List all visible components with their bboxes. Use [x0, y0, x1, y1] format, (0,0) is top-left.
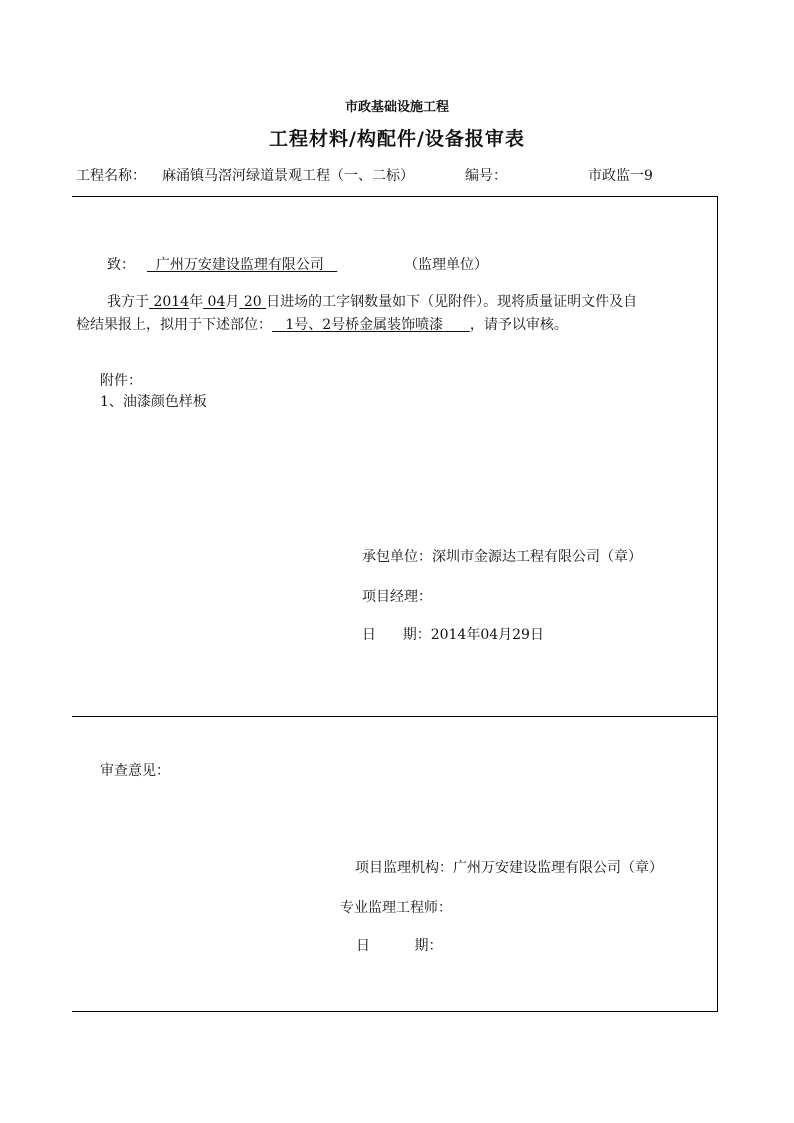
review-opinion-label: 审查意见： — [100, 763, 170, 779]
submission-line-2: 检结果报上，拟用于下述部位： 1号、2号桥金属装饰喷漆 ，请予以审核。 — [76, 317, 568, 333]
form-right-border-upper — [717, 196, 718, 717]
entry-month: 04 — [207, 294, 226, 310]
contractor-date: 日 期：2014年04月29日 — [362, 627, 544, 643]
form-section-divider — [72, 716, 718, 717]
supervision-engineer-label: 专业监理工程师： — [340, 900, 452, 916]
form-top-border — [72, 196, 718, 197]
document-title: 工程材料/构配件/设备报审表 — [269, 128, 525, 150]
project-name-label: 工程名称： — [76, 168, 146, 184]
contractor-unit: 承包单位：深圳市金源达工程有限公司（章） — [362, 549, 642, 565]
addressee-suffix: （监理单位） — [404, 257, 488, 273]
project-manager-label: 项目经理： — [362, 589, 432, 605]
attachments-label: 附件： — [100, 373, 142, 389]
project-name-value: 麻涌镇马滘河绿道景观工程（一、二标） — [162, 168, 414, 184]
supervision-organization: 项目监理机构：广州万安建设监理有限公司（章） — [355, 860, 663, 876]
form-bottom-border — [72, 1011, 718, 1012]
addressee-company: 广州万安建设监理有限公司 — [155, 257, 324, 273]
document-category: 市政基础设施工程 — [344, 100, 449, 115]
form-right-border-lower — [717, 716, 718, 1012]
use-location: 1号、2号桥金属装饰喷漆 — [285, 317, 444, 333]
addressee-label: 致： — [107, 257, 135, 273]
entry-day: 20 — [243, 294, 262, 310]
review-date-label: 日 期： — [356, 938, 443, 954]
entry-year: 2014 — [153, 294, 190, 310]
attachment-item: 1、油漆颜色样板 — [100, 394, 207, 410]
document-number-label: 编号： — [465, 168, 507, 184]
document-number-value: 市政监一9 — [588, 168, 653, 184]
submission-line-1: 我方于 2014年 04月 20 日进场的工字钢数量如下（见附件）。现将质量证明文件及自 — [107, 294, 638, 310]
